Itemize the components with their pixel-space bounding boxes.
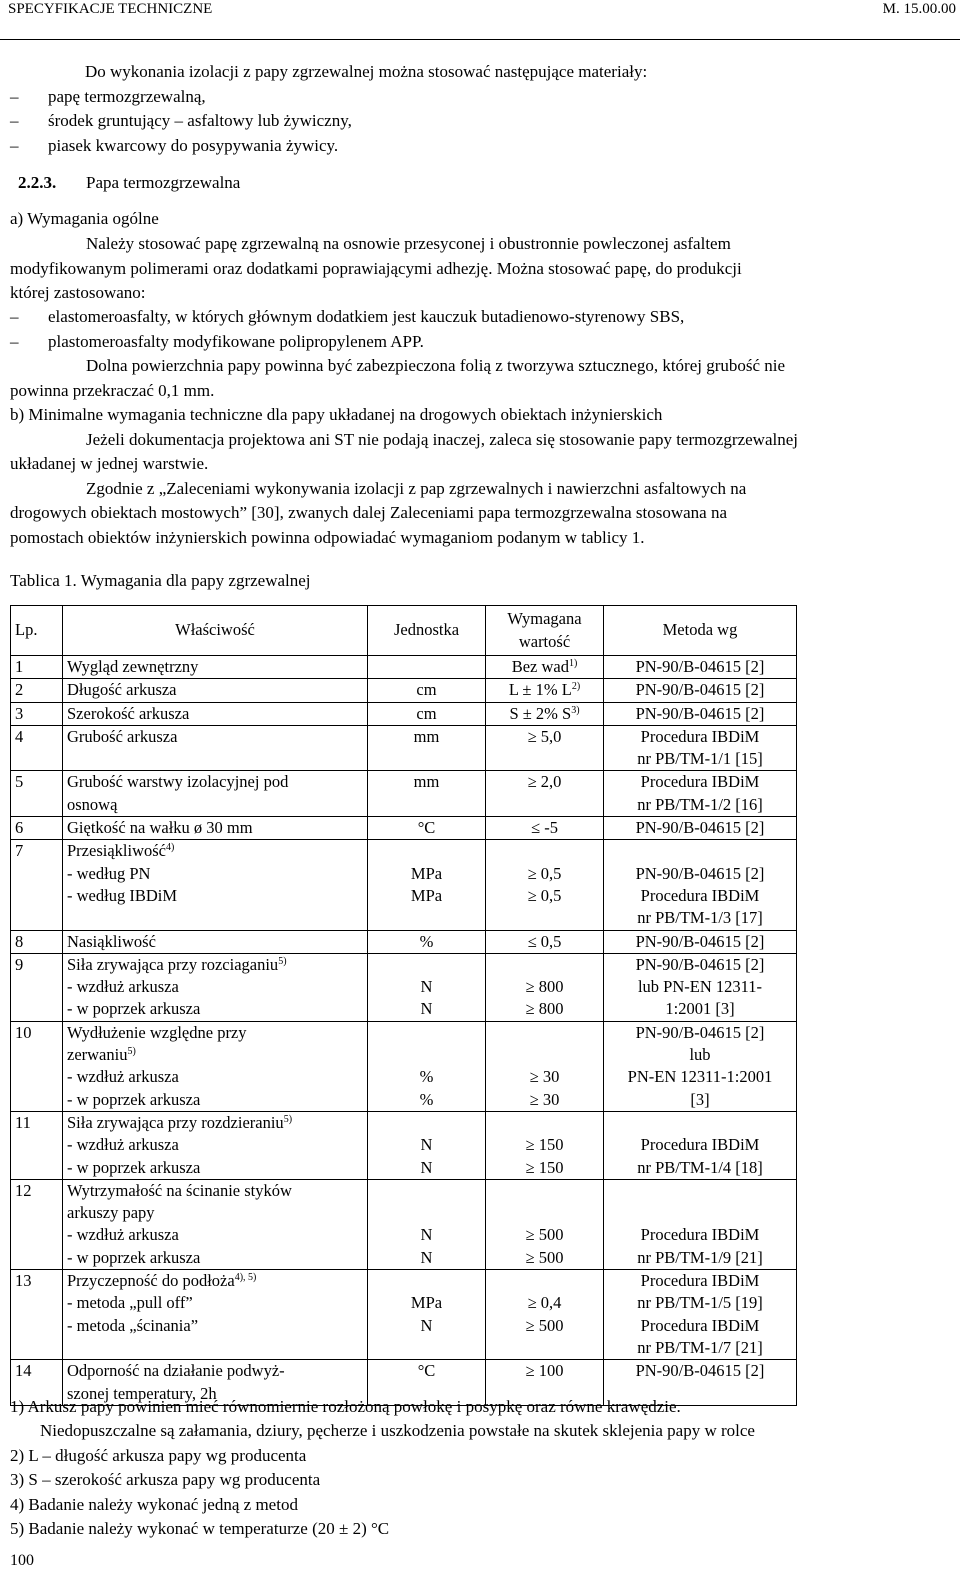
paragraph-line: układanej w jednej warstwie.: [10, 454, 209, 473]
cell-method-line: [3]: [690, 1089, 710, 1109]
cell-method-line: Procedura IBDiM: [640, 726, 760, 746]
cell-method: [604, 702, 797, 725]
cell-property: [63, 930, 368, 953]
footnote: 3) S – szerokość arkusza papy wg producenta: [10, 1470, 321, 1489]
cell-property-line: [67, 748, 363, 770]
paragraph-line: powinna przekraczać 0,1 mm.: [10, 381, 215, 400]
paragraph-line: Zgodnie z „Zaleceniami wykonywania izolacji z pap zgrzewalnych i nawierzchni asfaltowych na: [86, 479, 747, 498]
cell-property: [63, 1179, 368, 1269]
cell-property-line: Wygląd zewnętrzny: [67, 657, 199, 676]
cell-unit-line: [372, 1044, 481, 1066]
cell-unit-line: [372, 840, 481, 862]
cell-required-value-line: [490, 794, 599, 816]
cell-lp: 5: [11, 771, 63, 817]
cell-method-line: [608, 1202, 792, 1224]
intro-item: – środek gruntujący – asfaltowy lub żywiczny,: [10, 111, 352, 130]
cell-method-line: PN-90/B-04615 [2]: [635, 680, 765, 700]
cell-unit: [368, 840, 486, 930]
cell-method: [604, 1021, 797, 1111]
cell-property-line: osnową: [67, 794, 118, 814]
cell-unit-line: %: [419, 931, 434, 951]
table-row: [11, 702, 797, 725]
cell-unit: [368, 1179, 486, 1269]
table-row: [11, 679, 797, 702]
cell-property-line: Długość arkusza: [67, 680, 177, 700]
cell-required-value-line: ≥ 0,5: [527, 863, 562, 883]
cell-unit-line: [372, 748, 481, 770]
cell-method-line: PN-90/B-04615 [2]: [635, 703, 765, 723]
cell-method-line: PN-EN 12311-1:2001: [627, 1067, 773, 1087]
cell-unit-line: [372, 1022, 481, 1044]
cell-unit-line: [372, 954, 481, 976]
cell-required-value-line: [490, 748, 599, 770]
cell-method: [604, 1179, 797, 1269]
cell-unit-line: MPa: [410, 863, 443, 883]
table-header-row: [11, 606, 797, 656]
cell-property: [63, 702, 368, 725]
cell-property: [63, 953, 368, 1021]
cell-property: [63, 840, 368, 930]
header-right: M. 15.00.00: [882, 1, 956, 17]
cell-property-line: - metoda „pull off”: [67, 1293, 193, 1313]
cell-unit: [368, 656, 486, 679]
paragraph-line: Dolna powierzchnia papy powinna być zabezpieczona folią z tworzywa sztucznego, której grubość nie: [86, 356, 786, 375]
cell-unit: [368, 702, 486, 725]
cell-method-line: [608, 1180, 792, 1202]
cell-method: [604, 679, 797, 702]
cell-method-line: PN-90/B-04615 [2]: [635, 1022, 765, 1042]
table-row: [11, 817, 797, 840]
cell-property-line: - wzdłuż arkusza: [67, 1135, 179, 1155]
cell-required-value-line: [490, 1270, 599, 1292]
cell-unit-line: °C: [417, 818, 436, 838]
cell-property: [63, 725, 368, 771]
cell-lp: 7: [11, 840, 63, 930]
requirements-table: [10, 605, 797, 1406]
section-title: Papa termozgrzewalna: [86, 173, 241, 192]
cell-unit-line: °C: [417, 1361, 436, 1381]
cell-method: [604, 1270, 797, 1360]
cell-unit-line: MPa: [410, 1293, 443, 1313]
cell-unit-line: mm: [413, 726, 440, 746]
cell-required-value: [486, 1179, 604, 1269]
cell-method-line: PN-90/B-04615 [2]: [635, 657, 765, 676]
cell-lp: 11: [11, 1111, 63, 1179]
cell-lp: 3: [11, 702, 63, 725]
cell-required-value-line: [490, 1044, 599, 1066]
intro-item: – piasek kwarcowy do posypywania żywicy.: [10, 136, 339, 155]
cell-property-line: Grubość arkusza: [67, 726, 178, 746]
footnote-ref: 4), 5): [234, 1272, 257, 1284]
footnote-ref: 5): [278, 955, 287, 967]
footnote: 5) Badanie należy wykonać w temperaturze (20 ± 2) °C: [10, 1519, 390, 1538]
cell-unit-line: [372, 1180, 481, 1202]
cell-method-line: PN-90/B-04615 [2]: [635, 1361, 765, 1381]
table-row: [11, 840, 797, 930]
cell-unit-line: cm: [416, 703, 437, 723]
header-left: SPECYFIKACJE TECHNICZNE: [8, 1, 213, 17]
cell-required-value: [486, 725, 604, 771]
cell-unit-line: [372, 794, 481, 816]
cell-required-value: [486, 930, 604, 953]
cell-property: [63, 1021, 368, 1111]
cell-property-line: Wytrzymałość na ścinanie styków: [67, 1180, 292, 1200]
table-row: [11, 1179, 797, 1269]
cell-required-value-line: ≥ 5,0: [527, 726, 562, 746]
cell-required-value-line: ≥ 0,4: [527, 1293, 562, 1313]
cell-unit: [368, 817, 486, 840]
cell-method-line: 1:2001 [3]: [665, 999, 735, 1019]
cell-method-line: Procedura IBDiM: [640, 1271, 760, 1291]
cell-property-line: Grubość warstwy izolacyjnej pod: [67, 772, 289, 792]
cell-unit: [368, 953, 486, 1021]
intro-line: Do wykonania izolacji z papy zgrzewalnej można stosować następujące materiały:: [85, 62, 648, 81]
cell-required-value: [486, 953, 604, 1021]
table-caption: Tablica 1. Wymagania dla papy zgrzewalnej: [10, 571, 311, 590]
cell-required-value-line: ≥ 500: [525, 1225, 564, 1245]
table-row: [11, 656, 797, 679]
cell-method-line: PN-90/B-04615 [2]: [635, 863, 765, 883]
cell-unit: [368, 1270, 486, 1360]
cell-required-value: [486, 702, 604, 725]
cell-required-value-line: ≥ 150: [525, 1135, 564, 1155]
cell-property-line: Wydłużenie względne przy: [67, 1022, 247, 1042]
table-row: [11, 1270, 797, 1360]
cell-property-line: szonej temperatury, 2h: [67, 1383, 217, 1403]
cell-lp: 8: [11, 930, 63, 953]
list-item: – elastomeroasfalty, w których głównym dodatkiem jest kauczuk butadienowo-styrenowy SBS,: [10, 307, 685, 326]
cell-required-value: [486, 656, 604, 679]
cell-method-line: nr PB/TM-1/4 [18]: [637, 1157, 763, 1177]
cell-method-line: Procedura IBDiM: [640, 1225, 760, 1245]
cell-required-value-line: [490, 1112, 599, 1134]
cell-property-line: - metoda „ścinania”: [67, 1315, 199, 1335]
cell-required-value-line: [490, 954, 599, 976]
header-property: Właściwość: [63, 606, 368, 656]
cell-required-value-line: [490, 1337, 599, 1359]
cell-required-value-line: [490, 840, 599, 862]
cell-property-line: zerwaniu$^{5)}$: [67, 1045, 136, 1065]
cell-unit-line: MPa: [410, 885, 443, 905]
cell-unit-line: N: [420, 999, 433, 1019]
footnote: 1) Arkusz papy powinien mieć równomiernie rozłożoną powłokę i posypkę oraz równe krawędzie.: [10, 1397, 681, 1416]
cell-method-line: nr PB/TM-1/1 [15]: [637, 749, 763, 769]
cell-lp: 14: [11, 1360, 63, 1406]
cell-method-line: nr PB/TM-1/2 [16]: [637, 794, 763, 814]
table-row: [11, 1021, 797, 1111]
cell-method: [604, 953, 797, 1021]
cell-unit: [368, 1021, 486, 1111]
footnote: 2) L – długość arkusza papy wg producenta: [10, 1446, 307, 1465]
cell-unit-line: N: [420, 1157, 433, 1177]
cell-property-line: [67, 1337, 363, 1359]
cell-method-line: PN-90/B-04615 [2]: [635, 818, 765, 838]
table-row: [11, 953, 797, 1021]
cell-unit-line: N: [420, 1225, 433, 1245]
cell-property-line: [67, 907, 363, 929]
cell-unit-line: [372, 1202, 481, 1224]
footnote-ref: 1): [568, 658, 578, 669]
cell-property: [63, 1270, 368, 1360]
cell-method-line: nr PB/TM-1/5 [19]: [637, 1293, 763, 1313]
cell-required-value-line: L ± 1% $L^{2)}$: [508, 680, 581, 700]
cell-method-line: nr PB/TM-1/3 [17]: [637, 908, 763, 928]
header-method: Metoda wg: [604, 606, 797, 656]
cell-unit-line: N: [420, 1135, 433, 1155]
cell-unit-line: [372, 1270, 481, 1292]
footnote-ref: 2): [571, 681, 581, 693]
header-unit: Jednostka: [368, 606, 486, 656]
cell-unit: [368, 930, 486, 953]
cell-method-line: Procedura IBDiM: [640, 1135, 760, 1155]
cell-method-line: nr PB/TM-1/9 [21]: [637, 1247, 763, 1267]
table-row: [11, 771, 797, 817]
cell-required-value-line: [490, 1022, 599, 1044]
cell-property-line: Odporność na działanie podwyż-: [67, 1361, 285, 1381]
cell-property: [63, 771, 368, 817]
footnote-ref: 3): [571, 704, 580, 716]
heading-a: a) Wymagania ogólne: [10, 209, 159, 228]
cell-property-line: Siła zrywająca przy rozdzieraniu$^{5)}$: [67, 1112, 293, 1132]
cell-lp: 6: [11, 817, 63, 840]
cell-method: [604, 817, 797, 840]
cell-property: [63, 817, 368, 840]
paragraph-line: Jeżeli dokumentacja projektowa ani ST nie podają inaczej, zaleca się stosowanie papy termozgrzewalnej: [86, 430, 798, 449]
footnote-ref: 4): [165, 842, 175, 854]
list-item: – plastomeroasfalty modyfikowane polipropylenem APP.: [10, 332, 424, 351]
cell-property: [63, 679, 368, 702]
cell-unit-line: N: [420, 977, 433, 997]
table-row: [11, 725, 797, 771]
cell-lp: 1: [11, 656, 63, 679]
cell-lp: 4: [11, 725, 63, 771]
cell-required-value-line: ≥ 800: [525, 977, 564, 997]
intro-item: – papę termozgrzewalną,: [10, 87, 206, 106]
cell-required-value-line: ≥ 2,0: [527, 772, 562, 792]
cell-property-line: - wzdłuż arkusza: [67, 1067, 179, 1087]
paragraph-line: której zastosowano:: [10, 283, 146, 302]
cell-method-line: [608, 1112, 792, 1134]
cell-required-value-line: ≥ 150: [525, 1157, 564, 1177]
cell-required-value-line: ≥ 0,5: [527, 885, 562, 905]
cell-unit-line: mm: [413, 772, 440, 792]
cell-unit: [368, 1111, 486, 1179]
cell-required-value-line: ≥ 100: [525, 1361, 564, 1381]
cell-lp: 10: [11, 1021, 63, 1111]
cell-required-value: [486, 1270, 604, 1360]
cell-method-line: lub: [689, 1045, 711, 1065]
cell-method: [604, 930, 797, 953]
cell-unit: [368, 725, 486, 771]
cell-method-line: nr PB/TM-1/7 [21]: [637, 1337, 763, 1357]
cell-property-line: Przyczepność do podłoża$^{4), 5)}$: [67, 1271, 257, 1291]
header-rule: [0, 39, 960, 40]
cell-unit-line: [372, 1112, 481, 1134]
cell-property-line: Szerokość arkusza: [67, 703, 190, 723]
footnote: 4) Badanie należy wykonać jedną z metod: [10, 1495, 298, 1514]
table-row: [11, 930, 797, 953]
cell-lp: 2: [11, 679, 63, 702]
cell-method: [604, 1111, 797, 1179]
heading-b: b) Minimalne wymagania techniczne dla papy układanej na drogowych obiektach inżynierskich: [10, 405, 663, 424]
cell-method: [604, 840, 797, 930]
cell-lp: 13: [11, 1270, 63, 1360]
cell-method-line: PN-90/B-04615 [2]: [635, 931, 765, 951]
paragraph-line: modyfikowanym polimerami oraz dodatkami poprawiającymi adhezję. Można stosować papę, do produkcji: [10, 259, 742, 278]
cell-required-value-line: ≥ 30: [529, 1089, 560, 1109]
cell-lp: 9: [11, 953, 63, 1021]
header-lp: Lp.: [11, 606, 63, 656]
cell-property-line: - w poprzek arkusza: [67, 1089, 201, 1109]
cell-required-value: [486, 679, 604, 702]
cell-required-value-line: ≥ 800: [525, 999, 564, 1019]
cell-unit-line: [372, 656, 481, 678]
cell-required-value-line: [490, 1202, 599, 1224]
cell-unit-line: %: [419, 1067, 434, 1087]
cell-method: [604, 771, 797, 817]
footnote-ref: 5): [283, 1113, 293, 1125]
cell-method: [604, 656, 797, 679]
cell-required-value-line: S ± 2% $S^{3)}$: [509, 703, 580, 723]
cell-property-line: - w poprzek arkusza: [67, 999, 201, 1019]
cell-property: [63, 1111, 368, 1179]
cell-property-line: arkuszy papy: [67, 1203, 155, 1223]
cell-required-value-line: ≥ 500: [525, 1247, 564, 1267]
cell-required-value: [486, 817, 604, 840]
cell-method-line: PN-90/B-04615 [2]: [635, 954, 765, 974]
cell-property: [63, 656, 368, 679]
cell-unit-line: [372, 1337, 481, 1359]
header-required-value: Wymagana wartość: [486, 606, 604, 656]
cell-required-value-line: ≥ 500: [525, 1315, 564, 1335]
cell-required-value: [486, 771, 604, 817]
cell-property-line: - wzdłuż arkusza: [67, 977, 179, 997]
paragraph-line: drogowych obiektach mostowych” [30], zwanych dalej Zaleceniami papa termozgrzewalna stosowana na: [10, 503, 728, 522]
cell-property-line: - w poprzek arkusza: [67, 1157, 201, 1177]
cell-unit-line: N: [420, 1315, 433, 1335]
cell-lp: 12: [11, 1179, 63, 1269]
cell-required-value-line: [490, 1180, 599, 1202]
cell-property-line: Nasiąkliwość: [67, 931, 156, 951]
cell-unit-line: [372, 907, 481, 929]
cell-unit-line: %: [419, 1089, 434, 1109]
page-number: 100: [10, 1552, 34, 1569]
cell-required-value: [486, 1111, 604, 1179]
section-number: 2.2.3.: [18, 173, 57, 192]
cell-required-value-line: [490, 907, 599, 929]
cell-method-line: Procedura IBDiM: [640, 772, 760, 792]
cell-required-value-line: Bez wad$^{1)}$: [511, 657, 578, 676]
paragraph-line: pomostach obiektów inżynierskich powinna odpowiadać wymaganiom podanym w tablicy 1.: [10, 528, 645, 547]
cell-property-line: - według IBDiM: [67, 885, 177, 905]
paragraph-line: Należy stosować papę zgrzewalną na osnowie przesyconej i obustronnie powleczonej asfaltem: [86, 234, 731, 253]
cell-property-line: Przesiąkliwość$^{4)}$: [67, 841, 175, 861]
footnote-ref: 5): [127, 1046, 136, 1058]
cell-property-line: Siła zrywająca przy rozciaganiu$^{5)}$: [67, 954, 287, 974]
cell-unit-line: N: [420, 1247, 433, 1267]
cell-property-line: - wzdłuż arkusza: [67, 1225, 179, 1245]
cell-unit-line: cm: [416, 680, 437, 700]
cell-required-value-line: ≤ -5: [531, 818, 558, 838]
cell-property-line: Giętkość na wałku ø 30 mm: [67, 818, 253, 838]
cell-method-line: Procedura IBDiM: [640, 1315, 760, 1335]
cell-method-line: [608, 840, 792, 862]
cell-unit: [368, 679, 486, 702]
cell-method: [604, 725, 797, 771]
cell-required-value: [486, 1021, 604, 1111]
footnote: Niedopuszczalne są załamania, dziury, pęcherze i uszkodzenia powstałe na skutek sklejenia papy w rolce: [40, 1421, 755, 1440]
cell-method-line: lub PN-EN 12311-: [637, 977, 763, 997]
cell-property-line: - w poprzek arkusza: [67, 1247, 201, 1267]
cell-required-value: [486, 840, 604, 930]
cell-method-line: Procedura IBDiM: [640, 885, 760, 905]
table-row: [11, 1111, 797, 1179]
cell-required-value-line: ≥ 30: [529, 1067, 560, 1087]
cell-required-value-line: ≤ 0,5: [527, 931, 562, 951]
cell-property-line: - według PN: [67, 863, 151, 883]
cell-unit: [368, 771, 486, 817]
